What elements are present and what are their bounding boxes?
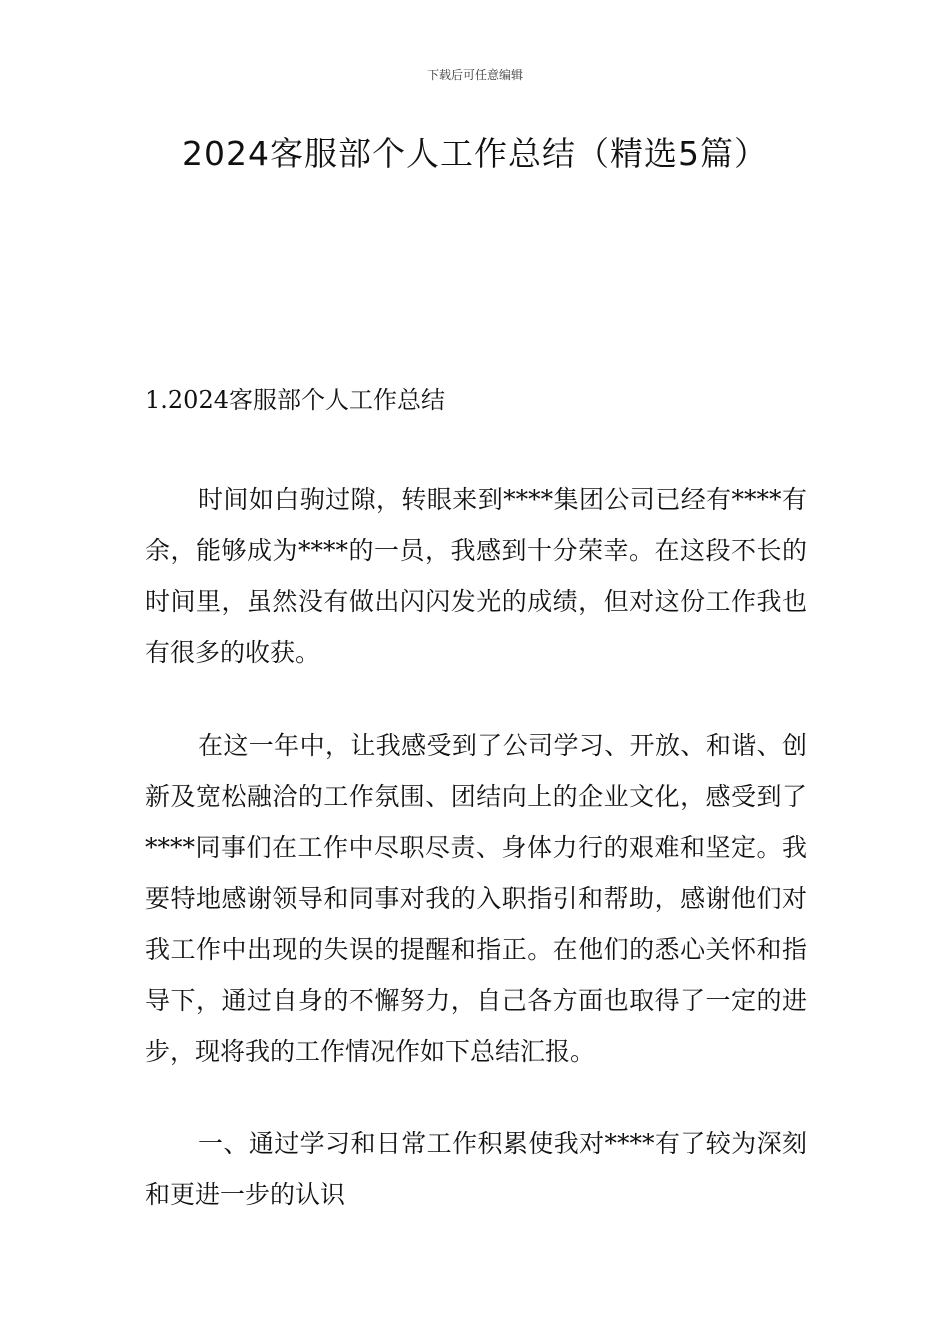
download-note: 下载后可任意编辑 xyxy=(426,68,523,82)
section-heading: 1.2024客服部个人工作总结 xyxy=(145,386,445,414)
paragraph-1: 时间如白驹过隙，转眼来到****集团公司已经有****有余，能够成为****的一员，我感到十分荣幸。在这段不长的时间里，虽然没有做出闪闪发光的成绩，但对这份工作我也有很多的收获。 xyxy=(145,485,807,667)
paragraph-3: 一、通过学习和日常工作积累使我对****有了较为深刻和更进一步的认识 xyxy=(145,1129,807,1209)
paragraph-2: 在这一年中，让我感受到了公司学习、开放、和谐、创新及宽松融洽的工作氛围、团结向上的企业文化，感受到了****同事们在工作中尽职尽责、身体力行的艰难和坚定。我要特地感谢领导和同事对我的入职指引和帮助，感谢他们对我工作中出现的失误的提醒和指正。在他们的悉心关怀和指导下，通过自身的不懈努力，自己各方面也取得了一定的进步，现将我的工作情况作如下总结汇报。 xyxy=(145,731,807,1066)
document-title: 2024客服部个人工作总结（精选5篇） xyxy=(182,134,768,173)
